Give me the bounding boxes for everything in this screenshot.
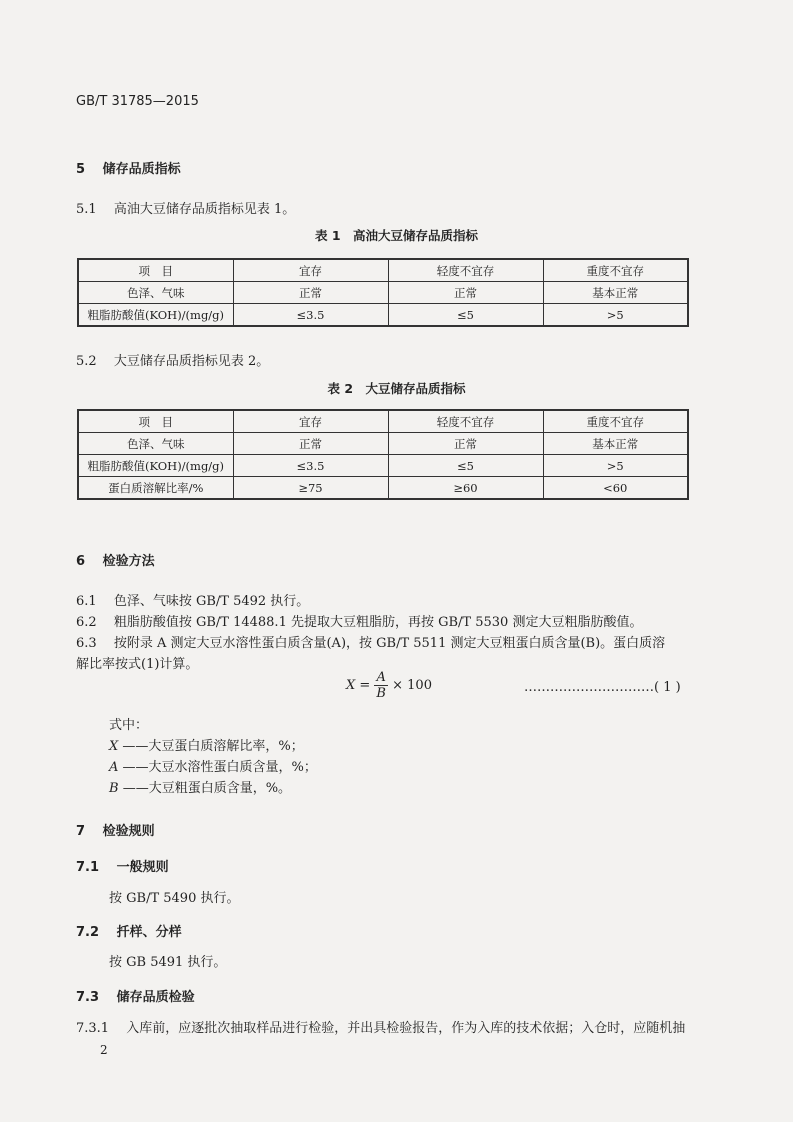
page-number: 2: [100, 1043, 108, 1057]
formula-leader: [524, 680, 681, 695]
table-2-caption: 表 2 大豆储存品质指标: [327, 381, 466, 396]
clause-text: 色泽、气味按 GB/T 5492 执行。: [113, 594, 310, 609]
clause-title: 扦样、分样: [116, 925, 182, 940]
clause-7-1-heading: [76, 856, 169, 875]
header-cell: 重度不宜存: [543, 259, 688, 282]
table-header-row: [78, 259, 688, 282]
header-cell: 项 目: [78, 410, 233, 433]
table-2: [77, 409, 689, 500]
section-title: 检验方法: [102, 554, 155, 569]
formula-numerator: A: [374, 670, 388, 686]
table-cell: ≤5: [388, 455, 543, 477]
clause-number: 5.2: [76, 354, 97, 369]
clause-number: 7.3: [76, 990, 100, 1005]
table-cell: ≥75: [233, 477, 388, 500]
header-cell: 轻度不宜存: [388, 259, 543, 282]
table-cell: >5: [543, 455, 688, 477]
clause-7-1-text: 按 GB/T 5490 执行。: [109, 891, 240, 906]
table-cell: 正常: [233, 282, 388, 304]
header-cell: 轻度不宜存: [388, 410, 543, 433]
clause-6-2: [76, 611, 642, 630]
table-cell: 基本正常: [543, 433, 688, 455]
clause-6-3: [76, 632, 665, 651]
section-7-heading: [76, 820, 155, 839]
clause-7-2-heading: [76, 921, 182, 940]
formula-denominator: B: [376, 686, 386, 701]
section-title: 检验规则: [102, 824, 155, 839]
clause-title: 一般规则: [116, 860, 169, 875]
formula-leader-dots: …………………………: [524, 680, 654, 695]
table-cell: ≥60: [388, 477, 543, 500]
table-header-row: [78, 410, 688, 433]
section-5-heading: [76, 158, 181, 177]
where-intro: 式中：: [109, 718, 149, 733]
where-item-a: [109, 756, 317, 775]
table-cell: 色泽、气味: [78, 282, 233, 304]
clause-title: 储存品质检验: [116, 990, 195, 1005]
standard-code: GB/T 31785—2015: [76, 94, 199, 109]
clause-7-3-heading: [76, 986, 195, 1005]
table-cell: 粗脂肪酸值(KOH)/(mg/g): [78, 455, 233, 477]
table-cell: 正常: [388, 282, 543, 304]
table-row: [78, 455, 688, 477]
clause-7-3-1: [76, 1017, 685, 1036]
where-desc: ——大豆水溶性蛋白质含量，%；: [122, 760, 317, 775]
formula-number: ( 1 ): [654, 680, 681, 695]
formula-rhs: × 100: [392, 678, 432, 693]
table-row: [78, 282, 688, 304]
clause-number: 7.2: [76, 925, 100, 940]
section-title: 储存品质指标: [102, 162, 181, 177]
clause-text: 大豆储存品质指标见表 2。: [113, 354, 270, 369]
section-number: 7: [76, 824, 86, 839]
table-cell: >5: [543, 304, 688, 327]
where-symbol: X: [109, 739, 119, 754]
where-desc: ——大豆蛋白质溶解比率，%；: [122, 739, 304, 754]
where-item-b: [109, 777, 291, 796]
table-cell: ≤3.5: [233, 455, 388, 477]
section-number: 5: [76, 162, 86, 177]
table-cell: <60: [543, 477, 688, 500]
table-cell: 蛋白质溶解比率/%: [78, 477, 233, 500]
clause-text: 按附录 A 测定大豆水溶性蛋白质含量(A)，按 GB/T 5511 测定大豆粗蛋白质含量(B)。蛋白质溶: [113, 636, 666, 651]
clause-number: 5.1: [76, 202, 97, 217]
table-cell: 粗脂肪酸值(KOH)/(mg/g): [78, 304, 233, 327]
where-item-x: [109, 735, 304, 754]
table-1-caption: 表 1 高油大豆储存品质指标: [314, 228, 479, 243]
clause-text: 高油大豆储存品质指标见表 1。: [113, 202, 296, 217]
table-cell: 正常: [233, 433, 388, 455]
clause-6-3-continued: 解比率按式(1)计算。: [76, 657, 199, 672]
header-cell: 宜存: [233, 410, 388, 433]
clause-number: 7.3.1: [76, 1021, 110, 1036]
clause-number: 7.1: [76, 860, 100, 875]
section-6-heading: [76, 550, 155, 569]
where-symbol: B: [109, 781, 119, 796]
header-cell: 项 目: [78, 259, 233, 282]
clause-number: 6.3: [76, 636, 97, 651]
clause-number: 6.2: [76, 615, 97, 630]
clause-6-1: [76, 590, 309, 609]
table-cell: 正常: [388, 433, 543, 455]
where-symbol: A: [109, 760, 119, 775]
clause-5-2: [76, 350, 269, 369]
table-cell: ≤3.5: [233, 304, 388, 327]
table-cell: 基本正常: [543, 282, 688, 304]
table-1: [77, 258, 689, 327]
section-number: 6: [76, 554, 86, 569]
header-cell: 重度不宜存: [543, 410, 688, 433]
header-cell: 宜存: [233, 259, 388, 282]
formula-1: [346, 670, 432, 701]
clause-text: 粗脂肪酸值按 GB/T 14488.1 先提取大豆粗脂肪，再按 GB/T 5530 测定大豆粗脂肪酸值。: [113, 615, 643, 630]
table-row: [78, 477, 688, 500]
clause-text: 入库前，应逐批次抽取样品进行检验，并出具检验报告，作为入库的技术依据；入仓时，应随机抽: [126, 1021, 686, 1036]
clause-5-1: [76, 198, 295, 217]
table-row: [78, 304, 688, 327]
table-row: [78, 433, 688, 455]
table-cell: 色泽、气味: [78, 433, 233, 455]
clause-number: 6.1: [76, 594, 97, 609]
table-cell: ≤5: [388, 304, 543, 327]
formula-fraction: [374, 670, 388, 701]
formula-lhs: X =: [346, 678, 371, 693]
where-desc: ——大豆粗蛋白质含量，%。: [122, 781, 292, 796]
clause-7-2-text: 按 GB 5491 执行。: [109, 955, 227, 970]
